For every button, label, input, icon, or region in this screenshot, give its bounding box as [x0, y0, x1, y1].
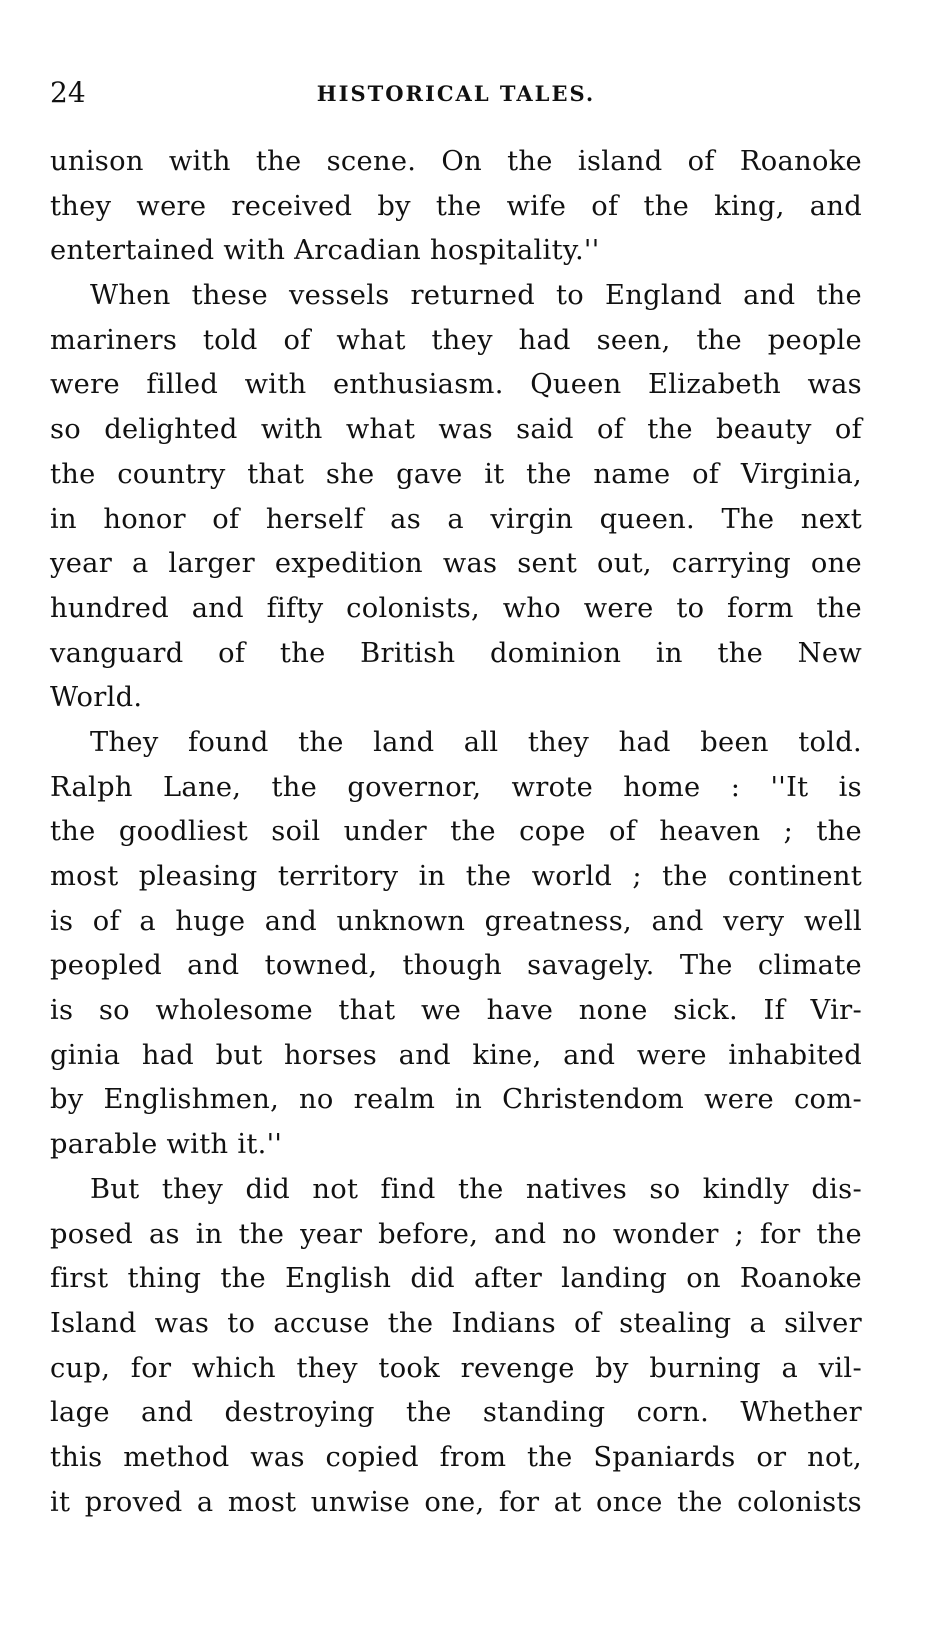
text-line: in honor of herself as a virgin queen. The next [50, 503, 862, 535]
paragraph-start-line: But they did not find the natives so kindly dis- [90, 1173, 862, 1205]
paragraph-start-line: They found the land all they had been told. [90, 726, 862, 758]
text-line: ginia had but horses and kine, and were inhabited [50, 1039, 862, 1071]
text-line: entertained with Arcadian hospitality.'' [50, 235, 600, 267]
text-line: is of a huge and unknown greatness, and very well [50, 905, 862, 937]
text-line: is so wholesome that we have none sick. If Vir- [50, 995, 862, 1027]
text-line: parable with it.'' [50, 1129, 283, 1161]
text-line: first thing the English did after landing on Roanoke [50, 1263, 862, 1295]
text-line: by Englishmen, no realm in Christendom were com- [50, 1084, 862, 1116]
text-line: Ralph Lane, the governor, wrote home : ''It is [50, 771, 862, 803]
text-line: so delighted with what was said of the beauty of [50, 414, 862, 446]
body-text [50, 140, 862, 1525]
paragraph-start-line: When these vessels returned to England and the [90, 280, 862, 312]
text-line: cup, for which they took revenge by burning a vil- [50, 1352, 862, 1384]
text-line: unison with the scene. On the island of Roanoke [50, 146, 862, 177]
text-line: posed as in the year before, and no wonder ; for the [50, 1218, 862, 1250]
text-line: lage and destroying the standing corn. Whether [50, 1397, 862, 1429]
text-line: vanguard of the British dominion in the New [50, 637, 862, 669]
text-line: peopled and towned, though savagely. The climate [50, 950, 862, 982]
text-line: mariners told of what they had seen, the people [50, 324, 862, 356]
text-line: the country that she gave it the name of Virginia, [50, 458, 862, 490]
text-line: the goodliest soil under the cope of heaven ; the [50, 816, 862, 848]
text-line: World. [50, 682, 143, 714]
text-line: most pleasing territory in the world ; the continent [50, 861, 862, 892]
running-title: HISTORICAL TALES. [316, 81, 596, 106]
text-line: it proved a most unwise one, for at once the colonists [50, 1486, 862, 1518]
text-line: Island was to accuse the Indians of stealing a silver [50, 1307, 862, 1339]
text-line: they were received by the wife of the king, and [50, 190, 862, 222]
text-line: hundred and fifty colonists, who were to form the [50, 592, 862, 624]
page-number: 24 [50, 76, 86, 109]
text-line: were filled with enthusiasm. Queen Elizabeth was [50, 369, 862, 401]
running-head [50, 78, 862, 108]
text-line: this method was copied from the Spaniards or not, [50, 1441, 862, 1473]
text-line: year a larger expedition was sent out, carrying one [50, 548, 862, 580]
